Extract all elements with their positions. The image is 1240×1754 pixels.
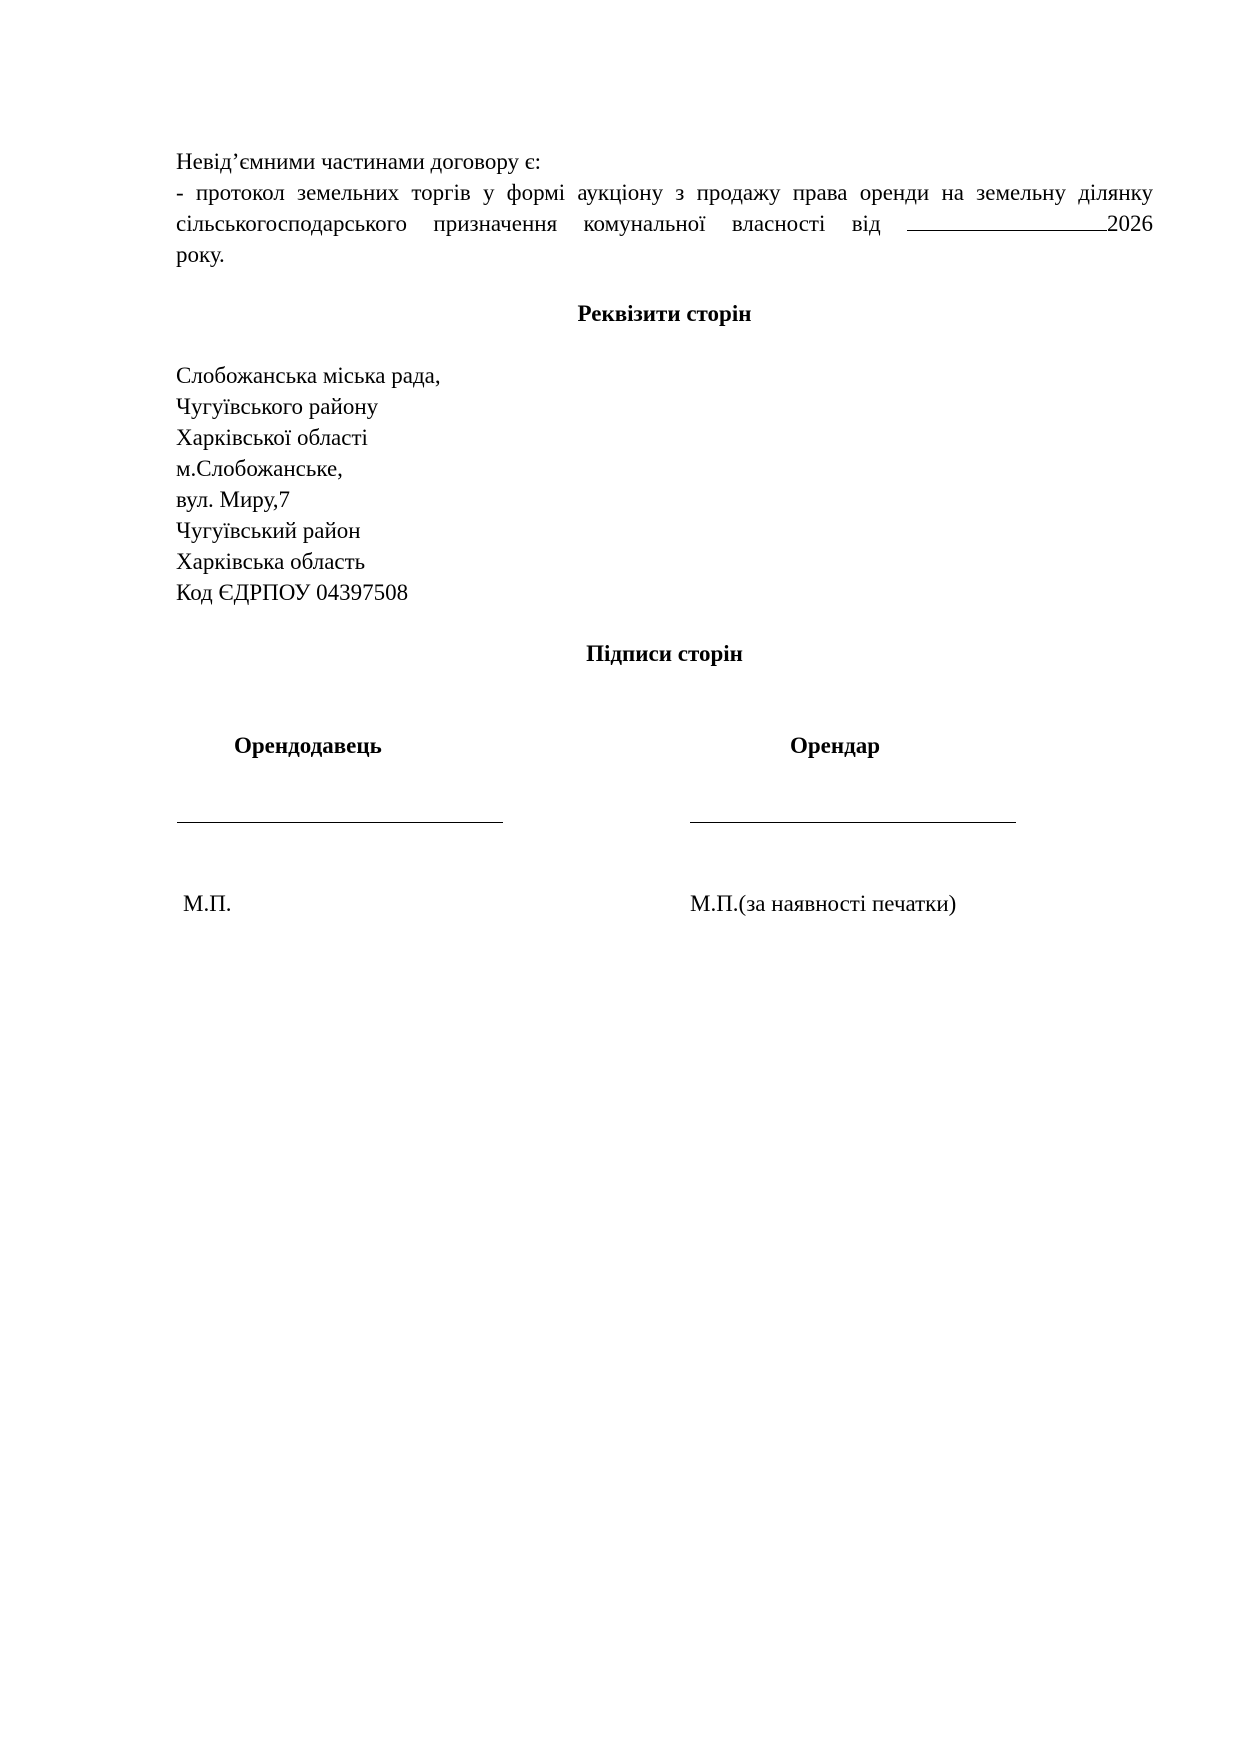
protocol-line-end: року. [176,242,225,267]
lessor-title: Орендодавець [234,733,382,758]
integral-parts-section [176,146,1153,270]
lessee-stamp-label: М.П.(за наявності печатки) [690,891,957,916]
address-line: Чугуївський район [176,518,361,543]
address-line: Харківська область [176,549,366,574]
lessee-title: Орендар [790,733,881,758]
protocol-line: - протокол земельних торгів у формі аукціону з продажу права оренди на земельну ділянку [176,180,1153,205]
address-line: Код ЄДРПОУ 04397508 [176,580,409,605]
lessor-address [176,360,441,608]
protocol-line-text: сільськогосподарського призначення комунальної власності від [176,211,881,236]
protocol-line-date [176,208,1153,239]
date-blank [907,210,1107,231]
address-line: Слобожанська міська рада, [176,363,441,388]
lessor-stamp-label: М.П. [183,891,232,916]
requisites-heading: Реквізити сторін [577,301,752,326]
integral-parts-intro: Невід’ємними частинами договору є: [176,149,542,174]
address-line: вул. Миру,7 [176,487,290,512]
lessee-signature-line [690,822,1016,823]
address-line: Харківської області [176,425,368,450]
address-line: м.Слобожанське, [176,456,343,481]
signatures-heading: Підписи сторін [586,641,743,666]
lessor-signature-line [177,822,503,823]
protocol-year: 2026 [1107,211,1154,236]
address-line: Чугуївського району [176,394,379,419]
